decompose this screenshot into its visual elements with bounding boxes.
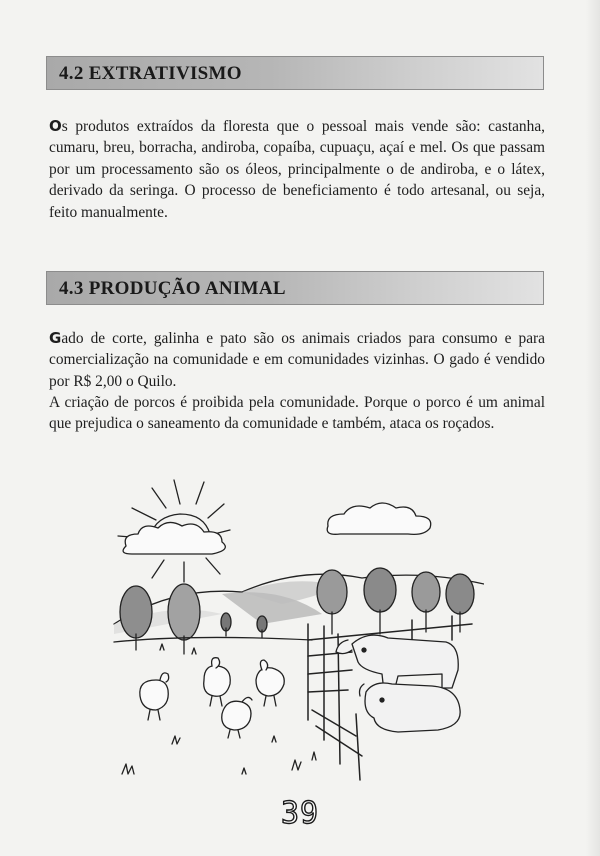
paragraph-text: A criação de porcos é proibida pela comunidade. Porque o porco é um animal que prejudica o saneamento da comunidade e também, ataca os roçados. <box>49 394 545 433</box>
section-title: 4.3 PRODUÇÃO ANIMAL <box>59 278 286 299</box>
cloud-right-icon <box>327 503 431 534</box>
paragraph-text: s produtos extraídos da floresta que o pessoal mais vende são: castanha, cumaru, breu, borracha, andiroba, copaíba, cupuaçu, açaí e mel. Os que passam por um processamento são os óleos, principalmente o de andiroba, e o látex, derivado da seringa. O processo de beneficiamento é todo artesanal, ou seja, feito manualmente. <box>49 118 545 221</box>
tree-icon <box>317 570 347 634</box>
tree-icon <box>364 568 396 634</box>
paragraph-extrativismo <box>49 116 545 223</box>
chicken-icon <box>140 673 169 720</box>
tree-icon <box>221 613 231 636</box>
tree-icon <box>446 574 474 632</box>
cow-standing-icon <box>336 635 458 692</box>
cloud-left-icon <box>123 522 225 554</box>
chicken-icon <box>222 697 252 738</box>
tree-icon <box>412 572 440 632</box>
page-number: 39 <box>280 796 320 831</box>
section-header-extrativismo <box>46 56 544 90</box>
section-title: 4.2 EXTRATIVISMO <box>59 63 242 84</box>
paragraph-producao-animal-2 <box>49 392 545 435</box>
chicken-icon <box>256 660 284 706</box>
drop-letter: O <box>49 117 62 135</box>
paragraph-text: ado de corte, galinha e pato são os animais criados para consumo e para comercialização na comunidade e em comunidades vizinhas. O gado é vendido por R$ 2,00 o Quilo. <box>49 330 545 390</box>
farm-scene-illustration <box>112 474 484 784</box>
tree-icon <box>168 584 200 654</box>
drop-letter: G <box>49 329 62 347</box>
paragraph-producao-animal-1 <box>49 328 545 392</box>
cow-lying-icon <box>360 683 461 732</box>
page-edge <box>586 0 600 856</box>
tree-icon <box>257 616 267 638</box>
chicken-icon <box>204 658 231 706</box>
section-header-producao-animal <box>46 271 544 305</box>
